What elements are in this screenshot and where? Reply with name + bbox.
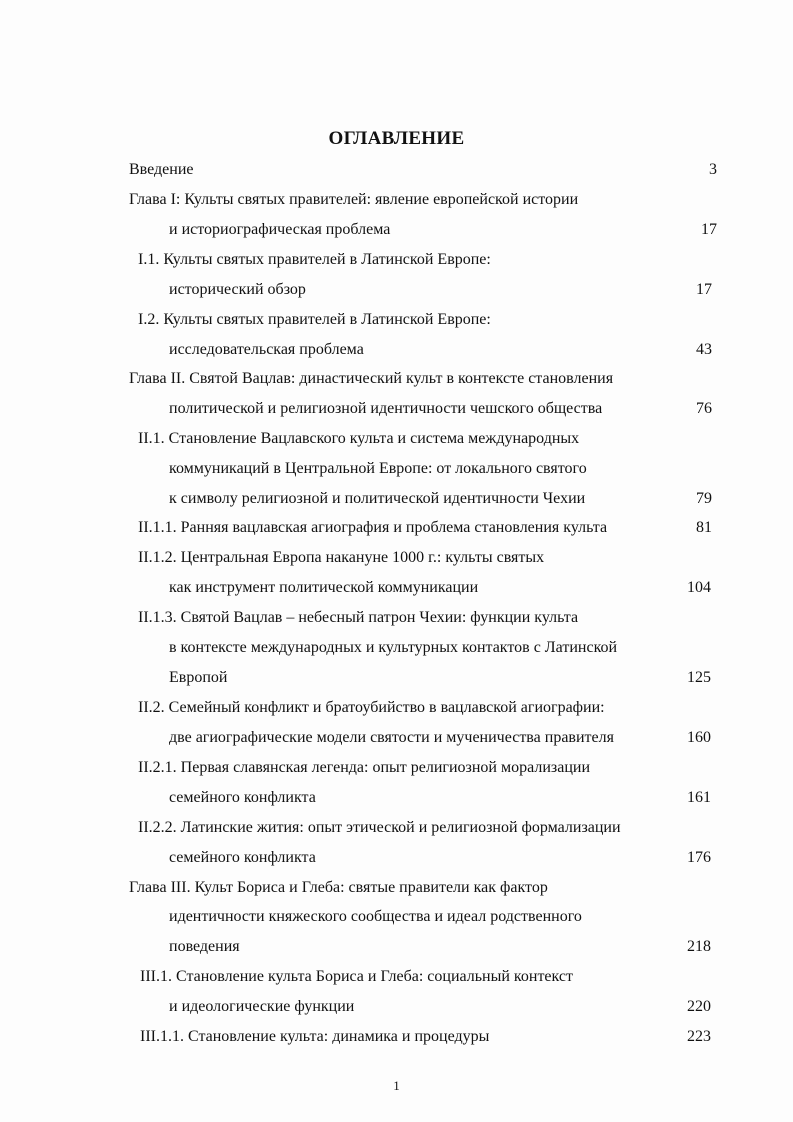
- toc-entry-2-1-3-cont-2: Европой: [169, 669, 228, 686]
- toc-entry-3-1: III.1. Становление культа Бориса и Глеба: социальный контекст: [140, 968, 573, 985]
- page-title: ОГЛАВЛЕНИЕ: [328, 128, 465, 149]
- toc-page-2-1-3: 125: [687, 669, 711, 686]
- toc-entry-chapter-1-cont: и историографическая проблема: [169, 221, 391, 238]
- toc-entry-1-2: I.2. Культы святых правителей в Латинской Европе:: [138, 311, 491, 328]
- toc-page-chapter-3: 218: [687, 938, 711, 955]
- toc-page-3-1: 220: [687, 998, 711, 1015]
- toc-page-3-1-1: 223: [687, 1028, 711, 1045]
- toc-entry-2-2-1-cont: семейного конфликта: [169, 789, 316, 806]
- toc-entry-1-1: I.1. Культы святых правителей в Латинской Европе:: [138, 251, 491, 268]
- page-number: 1: [393, 1078, 400, 1093]
- toc-entry-chapter-3: Глава III. Культ Бориса и Глеба: святые правители как фактор: [129, 879, 548, 896]
- toc-entry-2-1-2: II.1.2. Центральная Европа накануне 1000 г.: культы святых: [138, 549, 545, 566]
- toc-entry-2-1: II.1. Становление Вацлавского культа и система международных: [138, 430, 580, 447]
- toc-entry-2-2-1: II.2.1. Первая славянская легенда: опыт религиозной морализации: [138, 759, 590, 776]
- toc-entry-2-2-cont: две агиографические модели святости и мученичества правителя: [169, 729, 614, 746]
- toc-page-2-2-2: 176: [687, 849, 711, 866]
- toc-entry-intro: Введение: [129, 161, 194, 178]
- toc-page-2-2: 160: [687, 729, 711, 746]
- toc-entry-3-1-cont: и идеологические функции: [169, 998, 355, 1015]
- toc-entry-2-1-cont-1: коммуникаций в Центральной Европе: от локального святого: [169, 460, 587, 477]
- toc-page-2-1-2: 104: [687, 579, 711, 596]
- toc-entry-chapter-2: Глава II. Святой Вацлав: династический культ в контексте становления: [129, 370, 614, 387]
- toc-entry-2-1-2-cont: как инструмент политической коммуникации: [169, 579, 479, 596]
- toc-page-2-2-1: 161: [687, 789, 711, 806]
- toc-entry-2-1-cont-2: к символу религиозной и политической идентичности Чехии: [169, 490, 586, 507]
- toc-entry-2-2-2-cont: семейного конфликта: [169, 849, 316, 866]
- toc-entry-chapter-2-cont: политической и религиозной идентичности чешского общества: [169, 400, 603, 417]
- toc-entry-chapter-1: Глава I: Культы святых правителей: явление европейской истории: [129, 191, 579, 208]
- toc-page-chapter-1: 17: [701, 221, 717, 238]
- toc-entry-chapter-3-cont-2: поведения: [169, 938, 240, 955]
- toc-entry-3-1-1: III.1.1. Становление культа: динамика и процедуры: [140, 1028, 490, 1045]
- toc-page-1-2: 43: [696, 341, 712, 358]
- toc-entry-2-2: II.2. Семейный конфликт и братоубийство в вацлавской агиографии:: [138, 699, 605, 716]
- toc-page-2-1: 79: [696, 490, 712, 507]
- toc-entry-2-1-1: II.1.1. Ранняя вацлавская агиография и проблема становления культа: [138, 519, 608, 536]
- toc-entry-2-1-3-cont-1: в контексте международных и культурных контактов с Латинской: [169, 639, 618, 656]
- toc-entry-2-2-2: II.2.2. Латинские жития: опыт этической и религиозной формализации: [138, 819, 621, 836]
- toc-page-2-1-1: 81: [696, 519, 712, 536]
- toc-page-1-1: 17: [696, 281, 712, 298]
- toc-entry-1-1-cont: исторический обзор: [169, 281, 306, 298]
- toc-entry-2-1-3: II.1.3. Святой Вацлав – небесный патрон Чехии: функции культа: [138, 609, 579, 626]
- toc-entry-1-2-cont: исследовательская проблема: [169, 341, 364, 358]
- toc-page-chapter-2: 76: [696, 400, 712, 417]
- toc-entry-chapter-3-cont-1: идентичности княжеского сообщества и идеал родственного: [169, 908, 582, 925]
- toc-page-intro: 3: [709, 161, 717, 178]
